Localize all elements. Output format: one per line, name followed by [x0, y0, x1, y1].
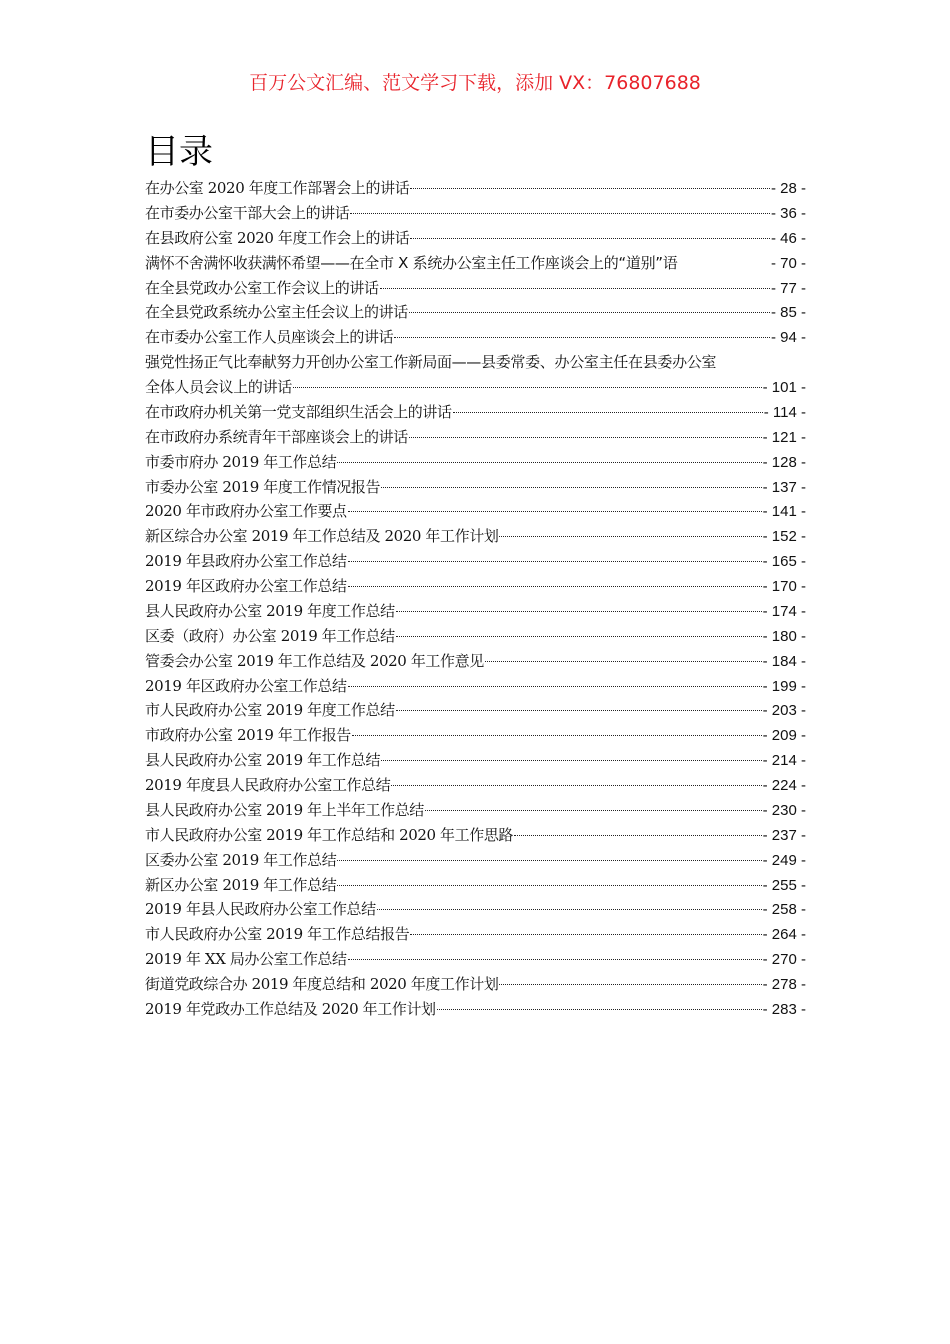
- dot-leader: [380, 288, 770, 289]
- toc-entry[interactable]: [145, 823, 806, 848]
- toc-entry-title[interactable]: 2019 年 XX 局办公室工作总结: [145, 950, 347, 969]
- dot-leader: [410, 188, 770, 189]
- dot-leader: [337, 885, 761, 886]
- toc-entry[interactable]: [145, 599, 806, 624]
- toc-entry[interactable]: [145, 325, 806, 350]
- toc-entry[interactable]: [145, 649, 806, 674]
- toc-page-number: - 165 -: [762, 553, 806, 571]
- toc-page-number: - 237 -: [762, 826, 806, 844]
- toc-page-number: - 121 -: [762, 428, 806, 446]
- toc-page-number: - 101 -: [762, 379, 806, 396]
- dot-leader: [485, 661, 762, 662]
- dot-leader: [396, 611, 762, 612]
- dot-leader: [453, 412, 763, 413]
- toc-entry[interactable]: [145, 848, 806, 873]
- toc-entry-title[interactable]: 2019 年区政府办公室工作总结: [145, 577, 347, 595]
- toc-page-number: - 36 -: [770, 204, 806, 222]
- toc-entry-title[interactable]: 区委（政府）办公室 2019 年工作总结: [145, 626, 395, 645]
- toc-page-number: - 278 -: [762, 976, 806, 993]
- dot-leader: [337, 462, 761, 463]
- dot-leader: [337, 860, 761, 861]
- toc-page-number: - 70 -: [770, 254, 806, 272]
- toc-entry[interactable]: [145, 201, 806, 226]
- toc-entry[interactable]: [145, 574, 806, 599]
- toc-page-number: - 152 -: [762, 528, 806, 546]
- toc-entry[interactable]: [145, 698, 806, 723]
- toc-entry-title[interactable]: 新区办公室 2019 年工作总结: [145, 875, 337, 894]
- toc-entry-title[interactable]: 2019 年度县人民政府办公室工作总结: [145, 776, 391, 794]
- toc-entry[interactable]: [145, 450, 806, 475]
- toc-page-number: - 85 -: [770, 304, 806, 322]
- toc-entry-title[interactable]: ——在全市 X 系统办公室主任工作座谈会上的“道别”语: [320, 253, 678, 272]
- toc-page-number: - 258 -: [762, 901, 806, 919]
- toc-entry-title[interactable]: 县人民政府办公室 2019 年度工作总结: [145, 601, 395, 620]
- toc-entry-title[interactable]: 强党性扬正气比奉献努力开创办公室工作新局面: [145, 353, 452, 372]
- dot-leader: [409, 312, 770, 313]
- toc-entry-title[interactable]: 区委办公室 2019 年工作总结: [145, 850, 337, 869]
- dot-leader: [352, 735, 762, 736]
- dot-leader: [425, 810, 762, 811]
- toc-page-number: - 255 -: [762, 876, 806, 894]
- toc-entry[interactable]: [145, 549, 806, 574]
- toc-entry-title[interactable]: 在市政府办系统青年干部座谈会上的讲话: [145, 427, 408, 446]
- toc-entry[interactable]: [145, 748, 806, 773]
- toc-entry-title[interactable]: 2020 年市政府办公室工作要点: [145, 502, 347, 521]
- toc-entry[interactable]: [145, 798, 806, 823]
- toc-entry[interactable]: [145, 300, 806, 325]
- toc-page-number: - 199 -: [762, 677, 806, 695]
- toc-page-number: - 174 -: [762, 602, 806, 620]
- toc-entry-title[interactable]: 市委办公室 2019 年度工作情况报告: [145, 477, 381, 496]
- toc-entry[interactable]: [145, 873, 806, 898]
- toc-entry-title[interactable]: 在全县党政系统办公室主任会议上的讲话: [145, 303, 408, 322]
- toc-page-number: - 224 -: [762, 777, 806, 794]
- dot-leader: [410, 238, 770, 239]
- toc-page-number: - 170 -: [762, 578, 806, 595]
- toc-entry[interactable]: [145, 425, 806, 450]
- toc-page-number: - 270 -: [762, 951, 806, 969]
- toc-page-number: - 283 -: [762, 1000, 806, 1018]
- toc-entry-title[interactable]: 在市委办公室工作人员座谈会上的讲话: [145, 328, 394, 347]
- toc-page-number: - 184 -: [762, 652, 806, 670]
- toc-entry-title[interactable]: 全体人员会议上的讲话: [145, 378, 293, 396]
- toc-entry[interactable]: [145, 499, 806, 524]
- toc-entry-title[interactable]: 在全县党政办公室工作会议上的讲话: [145, 278, 379, 297]
- toc-title: 目录: [145, 132, 213, 172]
- toc-entry-title[interactable]: 满怀不舍满怀收获满怀希望: [145, 253, 321, 272]
- toc-entry[interactable]: [145, 723, 806, 748]
- toc-entry[interactable]: [145, 176, 806, 201]
- toc-entry-title[interactable]: ——县委常委、办公室主任在县委办公室: [451, 353, 717, 372]
- toc-entry[interactable]: [145, 997, 806, 1022]
- toc-page-number: - 203 -: [762, 702, 806, 720]
- toc-entry-title[interactable]: 在办公室 2020 年度工作部署会上的讲话: [145, 179, 410, 197]
- toc-page-number: - 264 -: [762, 926, 806, 944]
- dot-leader: [409, 437, 762, 438]
- dot-leader: [514, 835, 762, 836]
- dot-leader: [377, 909, 762, 910]
- toc-entry[interactable]: [145, 226, 806, 251]
- dot-leader: [394, 337, 770, 338]
- dot-leader: [396, 710, 762, 711]
- dot-leader: [391, 785, 761, 786]
- toc-entry-title[interactable]: 新区综合办公室 2019 年工作总结及 2020 年工作计划: [145, 527, 499, 546]
- dot-leader: [499, 536, 761, 537]
- toc-page-number: - 214 -: [762, 752, 806, 770]
- dot-leader: [348, 686, 762, 687]
- toc-entry[interactable]: [145, 922, 806, 947]
- toc-entry-title[interactable]: 在市政府办机关第一党支部组织生活会上的讲话: [145, 402, 452, 421]
- toc-page-number: - 128 -: [762, 453, 806, 471]
- dot-leader: [381, 760, 762, 761]
- toc-page-number: - 77 -: [770, 279, 806, 297]
- toc-page-number: - 209 -: [762, 727, 806, 745]
- toc-entry-title[interactable]: 市政府办公室 2019 年工作报告: [145, 726, 351, 745]
- toc-page-number: - 141 -: [762, 503, 806, 521]
- toc-entry[interactable]: [145, 674, 806, 699]
- toc-entry-title[interactable]: 2019 年县政府办公室工作总结: [145, 552, 347, 571]
- dot-leader: [381, 487, 762, 488]
- toc-entry-title[interactable]: 管委会办公室 2019 年工作总结及 2020 年工作意见: [145, 651, 484, 670]
- toc-entry-title[interactable]: 在市委办公室干部大会上的讲话: [145, 203, 350, 222]
- toc-entry[interactable]: [145, 624, 806, 649]
- toc-entry[interactable]: [145, 475, 806, 500]
- toc-page-number: - 28 -: [770, 180, 806, 197]
- toc-entry[interactable]: [145, 773, 806, 798]
- toc-entry[interactable]: [145, 972, 806, 997]
- dot-leader: [348, 561, 762, 562]
- dot-leader: [499, 984, 761, 985]
- toc-entry[interactable]: [145, 276, 806, 301]
- toc-entry-continued[interactable]: [145, 375, 806, 400]
- toc-page-number: - 137 -: [762, 478, 806, 496]
- dot-leader: [348, 511, 762, 512]
- dot-leader: [350, 213, 770, 214]
- toc-entry-title[interactable]: 县人民政府办公室 2019 年工作总结: [145, 751, 381, 770]
- toc-entry-title[interactable]: 2019 年党政办工作总结及 2020 年工作计划: [145, 999, 436, 1018]
- toc-entry-title[interactable]: 2019 年区政府办公室工作总结: [145, 676, 347, 695]
- watermark-banner: 百万公文汇编、范文学习下载，添加 VX：76807688: [249, 72, 701, 94]
- toc-entry[interactable]: [145, 251, 806, 276]
- toc-entry[interactable]: [145, 897, 806, 922]
- toc-page-number: - 94 -: [770, 329, 806, 347]
- toc-entry[interactable]: [145, 947, 806, 972]
- dot-leader: [293, 387, 762, 388]
- toc-entry[interactable]: [145, 350, 806, 375]
- dot-leader: [348, 586, 762, 587]
- toc-page-number: - 230 -: [762, 801, 806, 819]
- toc-entry-title[interactable]: 在县政府公室 2020 年度工作会上的讲话: [145, 228, 410, 247]
- toc-page-number: - 114 -: [763, 403, 806, 421]
- dot-leader: [410, 934, 761, 935]
- toc-page-number: - 46 -: [770, 229, 806, 247]
- toc-entry-title[interactable]: 县人民政府办公室 2019 年上半年工作总结: [145, 800, 424, 819]
- toc-entry-title[interactable]: 街道党政综合办 2019 年度总结和 2020 年度工作计划: [145, 975, 499, 993]
- toc-page-number: - 249 -: [762, 851, 806, 869]
- table-of-contents: [145, 176, 806, 1022]
- dot-leader: [348, 959, 762, 960]
- toc-entry-title[interactable]: 2019 年县人民政府办公室工作总结: [145, 900, 376, 919]
- dot-leader: [437, 1009, 762, 1010]
- dot-leader: [396, 636, 762, 637]
- toc-page-number: - 180 -: [762, 627, 806, 645]
- toc-entry-title[interactable]: 市委市府办 2019 年工作总结: [145, 452, 337, 471]
- toc-entry-title[interactable]: 市人民政府办公室 2019 年工作总结报告: [145, 925, 410, 944]
- toc-entry-title[interactable]: 市人民政府办公室 2019 年工作总结和 2020 年工作思路: [145, 825, 514, 844]
- toc-entry[interactable]: [145, 524, 806, 549]
- toc-entry-title[interactable]: 市人民政府办公室 2019 年度工作总结: [145, 701, 395, 720]
- toc-entry[interactable]: [145, 400, 806, 425]
